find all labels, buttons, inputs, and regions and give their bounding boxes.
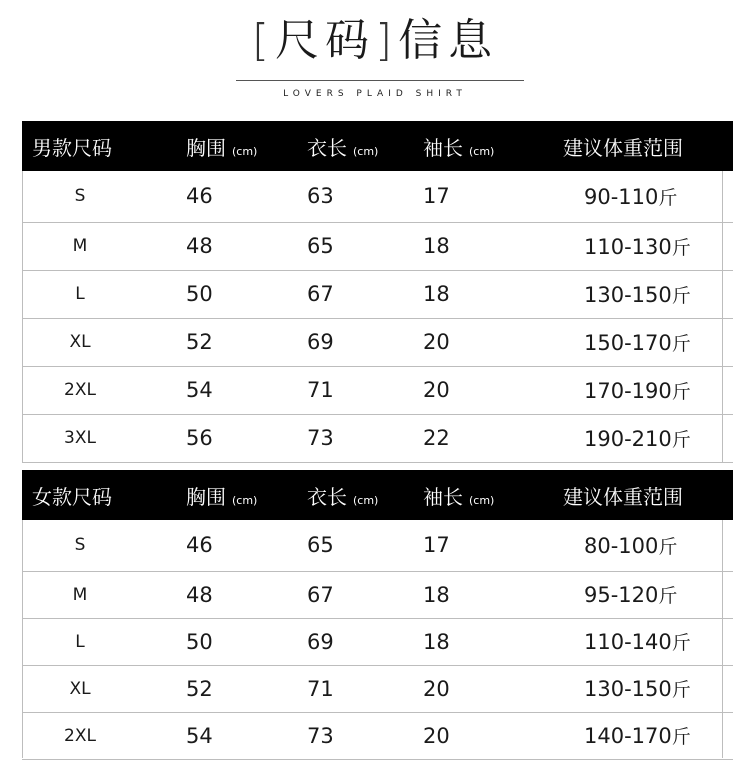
weight-cell [520, 618, 733, 665]
women-header-chest-label: 胸围 [186, 484, 226, 509]
chest-cell: 52 [138, 318, 267, 366]
weight-cell [520, 270, 733, 318]
weight-unit: 斤 [658, 535, 678, 558]
length-cell: 71 [267, 366, 396, 414]
weight-range: 90-110 [584, 184, 659, 209]
page-header [0, 0, 750, 110]
weight-cell [520, 171, 733, 222]
women-header-length [267, 470, 396, 520]
men-table-left-border [22, 171, 23, 462]
size-cell: L [22, 618, 138, 665]
men-header-chest [138, 121, 267, 171]
men-header-sleeve-label: 袖长 [423, 135, 463, 160]
men-header-length-unit: (cm) [353, 144, 379, 158]
men-header-sleeve-unit: (cm) [469, 144, 495, 158]
table-row [22, 414, 733, 462]
weight-unit: 斤 [658, 585, 678, 607]
sleeve-cell: 20 [396, 665, 520, 712]
chest-cell: 48 [138, 222, 267, 270]
chest-cell: 52 [138, 665, 267, 712]
weight-cell [520, 571, 733, 618]
sleeve-cell: 17 [396, 520, 520, 571]
page-subtitle: LOVERS PLAID SHIRT [283, 89, 467, 99]
length-cell: 67 [267, 571, 396, 618]
table-row [22, 270, 733, 318]
weight-range: 130-150 [584, 677, 672, 701]
table-row [22, 171, 733, 222]
men-header-row [22, 121, 733, 171]
women-header-row [22, 470, 733, 520]
sleeve-cell: 20 [396, 318, 520, 366]
size-cell: 3XL [22, 414, 138, 462]
men-header-sleeve [396, 121, 520, 171]
men-table-body [22, 171, 733, 462]
chest-cell: 46 [138, 520, 267, 571]
table-row [22, 366, 733, 414]
women-header-sleeve-label: 袖长 [423, 484, 463, 509]
chest-cell: 54 [138, 712, 267, 759]
men-header-chest-unit: (cm) [232, 144, 258, 158]
women-table-left-border [22, 520, 23, 758]
length-cell: 67 [267, 270, 396, 318]
sleeve-cell: 20 [396, 366, 520, 414]
title-bracket-open: [ [251, 15, 275, 66]
length-cell: 73 [267, 414, 396, 462]
weight-range: 190-210 [584, 426, 672, 451]
weight-range: 110-130 [584, 234, 672, 259]
women-size-table [22, 470, 733, 760]
women-header-chest [138, 470, 267, 520]
table-row [22, 712, 733, 759]
women-header-sleeve [396, 470, 520, 520]
table-row [22, 571, 733, 618]
weight-unit: 斤 [671, 428, 691, 451]
women-header-length-label: 衣长 [307, 484, 347, 509]
weight-unit: 斤 [671, 632, 691, 654]
table-row [22, 222, 733, 270]
men-table-right-border [722, 171, 723, 462]
women-header-sleeve-unit: (cm) [469, 493, 495, 507]
title-divider [236, 80, 524, 81]
page-title [0, 12, 750, 70]
weight-unit: 斤 [671, 284, 691, 307]
weight-range: 150-170 [584, 330, 672, 355]
weight-cell [520, 366, 733, 414]
table-row [22, 318, 733, 366]
table-row [22, 520, 733, 571]
weight-cell [520, 222, 733, 270]
chest-cell: 46 [138, 171, 267, 222]
size-cell: L [22, 270, 138, 318]
length-cell: 71 [267, 665, 396, 712]
sleeve-cell: 18 [396, 571, 520, 618]
chest-cell: 50 [138, 618, 267, 665]
size-cell: XL [22, 318, 138, 366]
title-part-size: 尺码 [275, 15, 375, 66]
weight-range: 80-100 [584, 533, 659, 558]
sleeve-cell: 22 [396, 414, 520, 462]
men-size-table [22, 121, 733, 463]
size-cell: M [22, 222, 138, 270]
weight-range: 140-170 [584, 724, 672, 748]
men-header-weight: 建议体重范围 [520, 121, 733, 171]
sleeve-cell: 20 [396, 712, 520, 759]
weight-unit: 斤 [658, 186, 678, 209]
sleeve-cell: 18 [396, 270, 520, 318]
size-cell: 2XL [22, 712, 138, 759]
size-cell: S [22, 171, 138, 222]
men-header-length [267, 121, 396, 171]
weight-range: 130-150 [584, 282, 672, 307]
weight-unit: 斤 [671, 726, 691, 748]
weight-range: 110-140 [584, 630, 672, 654]
weight-unit: 斤 [671, 679, 691, 701]
title-bracket-close: ] [375, 15, 399, 66]
size-cell: XL [22, 665, 138, 712]
length-cell: 65 [267, 222, 396, 270]
size-cell: M [22, 571, 138, 618]
weight-unit: 斤 [671, 236, 691, 259]
women-header-size: 女款尺码 [22, 470, 138, 520]
weight-cell [520, 414, 733, 462]
size-cell: S [22, 520, 138, 571]
men-header-chest-label: 胸围 [186, 135, 226, 160]
length-cell: 63 [267, 171, 396, 222]
weight-cell [520, 665, 733, 712]
length-cell: 65 [267, 520, 396, 571]
length-cell: 69 [267, 618, 396, 665]
table-row [22, 665, 733, 712]
women-header-weight: 建议体重范围 [520, 470, 733, 520]
chest-cell: 54 [138, 366, 267, 414]
men-header-size: 男款尺码 [22, 121, 138, 171]
table-row [22, 618, 733, 665]
sleeve-cell: 18 [396, 222, 520, 270]
weight-cell [520, 520, 733, 571]
weight-unit: 斤 [671, 380, 691, 403]
weight-unit: 斤 [671, 332, 691, 355]
women-table-right-border [722, 520, 723, 758]
weight-range: 95-120 [584, 583, 659, 607]
weight-cell [520, 318, 733, 366]
weight-cell [520, 712, 733, 759]
women-header-chest-unit: (cm) [232, 493, 258, 507]
women-header-length-unit: (cm) [353, 493, 379, 507]
men-header-length-label: 衣长 [307, 135, 347, 160]
length-cell: 69 [267, 318, 396, 366]
weight-range: 170-190 [584, 378, 672, 403]
sleeve-cell: 17 [396, 171, 520, 222]
chest-cell: 50 [138, 270, 267, 318]
chest-cell: 56 [138, 414, 267, 462]
women-table-body [22, 520, 733, 759]
chest-cell: 48 [138, 571, 267, 618]
sleeve-cell: 18 [396, 618, 520, 665]
size-cell: 2XL [22, 366, 138, 414]
length-cell: 73 [267, 712, 396, 759]
title-part-info: 信息 [398, 15, 499, 66]
